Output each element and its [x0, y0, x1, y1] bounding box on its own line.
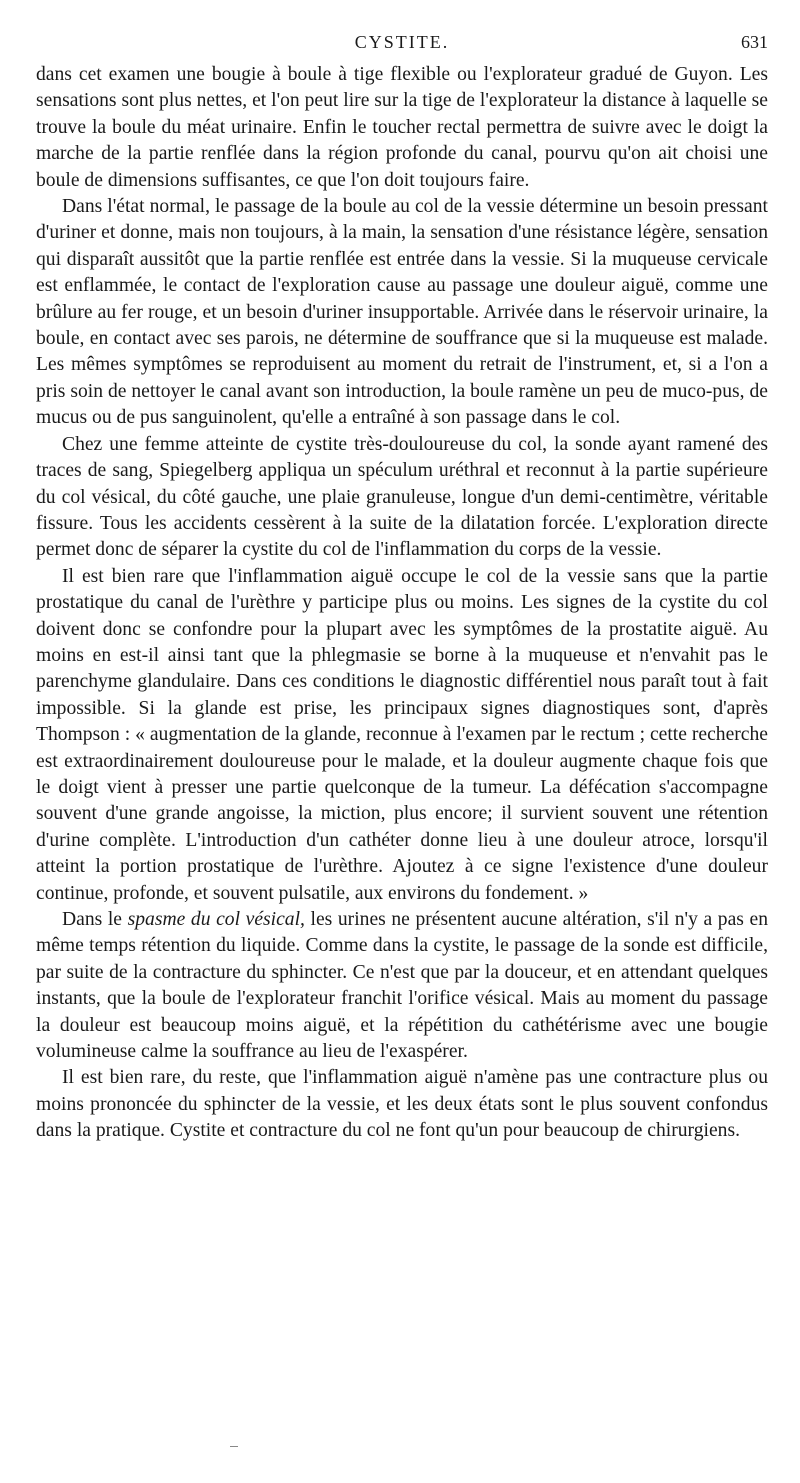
paragraph-4: Il est bien rare que l'inflammation aiguë occupe le col de la vessie sans que la partie prostatique du canal de l'urèthre y participe plus ou moins. Les signes de la cystite du col doivent donc se confondre pour la plupart avec les symptômes de la prostatite aiguë. Au moins en est-il ainsi tant que la phlegmasie se borne à la muqueuse et n'envahit pas le parenchyme glandulaire. Dans ces conditions le diagnostic différentiel nous paraît tout à fait impossible. Si la glande est prise, les principaux signes diagnostiques sont, d'après Thompson : « augmentation de la glande, reconnue à l'examen par le rectum ; cette recherche est extraordinairement douloureuse pour le malade, et la douleur augmente chaque fois que le doigt vient à presser une partie quelconque de la tumeur. La défécation s'accompagne souvent d'une grande angoisse, la miction, plus encore; il survient souvent une rétention d'urine complète. L'introduction d'un cathéter donne lieu à une douleur atroce, lorsqu'il atteint la portion prostatique de l'urèthre. Ajoutez à ce signe l'existence d'une douleur continue, profonde, et souvent pulsatile, aux environs du fondement. » — [36, 565, 768, 904]
running-title: CYSTITE. — [354, 32, 450, 52]
paragraph-5-lead: Dans le — [62, 909, 128, 930]
paragraph-5 — [36, 907, 768, 1065]
paragraph-5-rest: les urines ne présentent aucune altération, s'il n'y a pas en même temps rétention du liquide. Comme dans la cystite, le passage de la sonde est difficile, par suite de la contracture du sphincter. Ce n'est que par la douceur, et en attendant quelques instants, que la boule de l'explorateur franchit l'orifice vésical. Mais au moment du passage la douleur est beaucoup moins aiguë, et la répétition du cathétérisme avec une bougie volumineuse calme la souffrance au lieu de l'exaspérer. — [36, 909, 768, 1063]
page-number: 631 — [741, 32, 768, 52]
paragraph-6: Il est bien rare, du reste, que l'inflammation aiguë n'amène pas une contracture plus ou moins prononcée du sphincter de la vessie, et les deux états sont le plus souvent confondus dans la pratique. Cystite et contracture du col ne font qu'un pour beaucoup de chirurgiens. — [36, 1067, 768, 1142]
italic-term: spasme du col vésical, — [127, 909, 305, 930]
running-head — [36, 32, 768, 56]
paragraph-3: Chez une femme atteinte de cystite très-douloureuse du col, la sonde ayant ramené des traces de sang, Spiegelberg appliqua un spéculum uréthral et reconnut à la partie supérieure du col vésical, du côté gauche, une plaie granuleuse, longue d'un demi-centimètre, véritable fissure. Tous les accidents cessèrent à la suite de la dilatation forcée. L'exploration directe permet donc de séparer la cystite du col de l'inflammation du corps de la vessie. — [36, 433, 768, 561]
paragraph-1: dans cet examen une bougie à boule à tige flexible ou l'explorateur gradué de Guyon. Les sensations sont plus nettes, et l'on peut lire sur la tige de l'explorateur la distance à laquelle se trouve la boule du méat urinaire. Enfin le toucher rectal permettra de suivre avec le doigt la marche de la partie renflée dans la région profonde du canal, pourvu qu'on ait choisi une boule de dimensions suffisantes, ce que l'on doit toujours faire. — [36, 64, 768, 191]
paragraph-2: Dans l'état normal, le passage de la boule au col de la vessie détermine un besoin pressant d'uriner et donne, mais non toujours, à la main, la sensation d'une résistance légère, sensation qui disparaît aussitôt que la partie renflée est entrée dans la vessie. Si la muqueuse cervicale est enflammée, le contact de l'exploration cause au passage une douleur aiguë, comme une brûlure au fer rouge, et un besoin d'uriner insupportable. Arrivée dans le réservoir urinaire, la boule, en contact avec ses parois, ne détermine de souffrance que si la muqueuse est malade. Les mêmes symptômes se reproduisent au moment du retrait de l'instrument, et, si a l'on a pris soin de nettoyer le canal avant son introduction, la boule ramène un peu de muco-pus, de mucus ou de pus sanguinolent, qu'elle a entraîné à son passage dans le col. — [36, 196, 768, 429]
body-text — [36, 62, 768, 1145]
printer-mark — [230, 1446, 238, 1447]
